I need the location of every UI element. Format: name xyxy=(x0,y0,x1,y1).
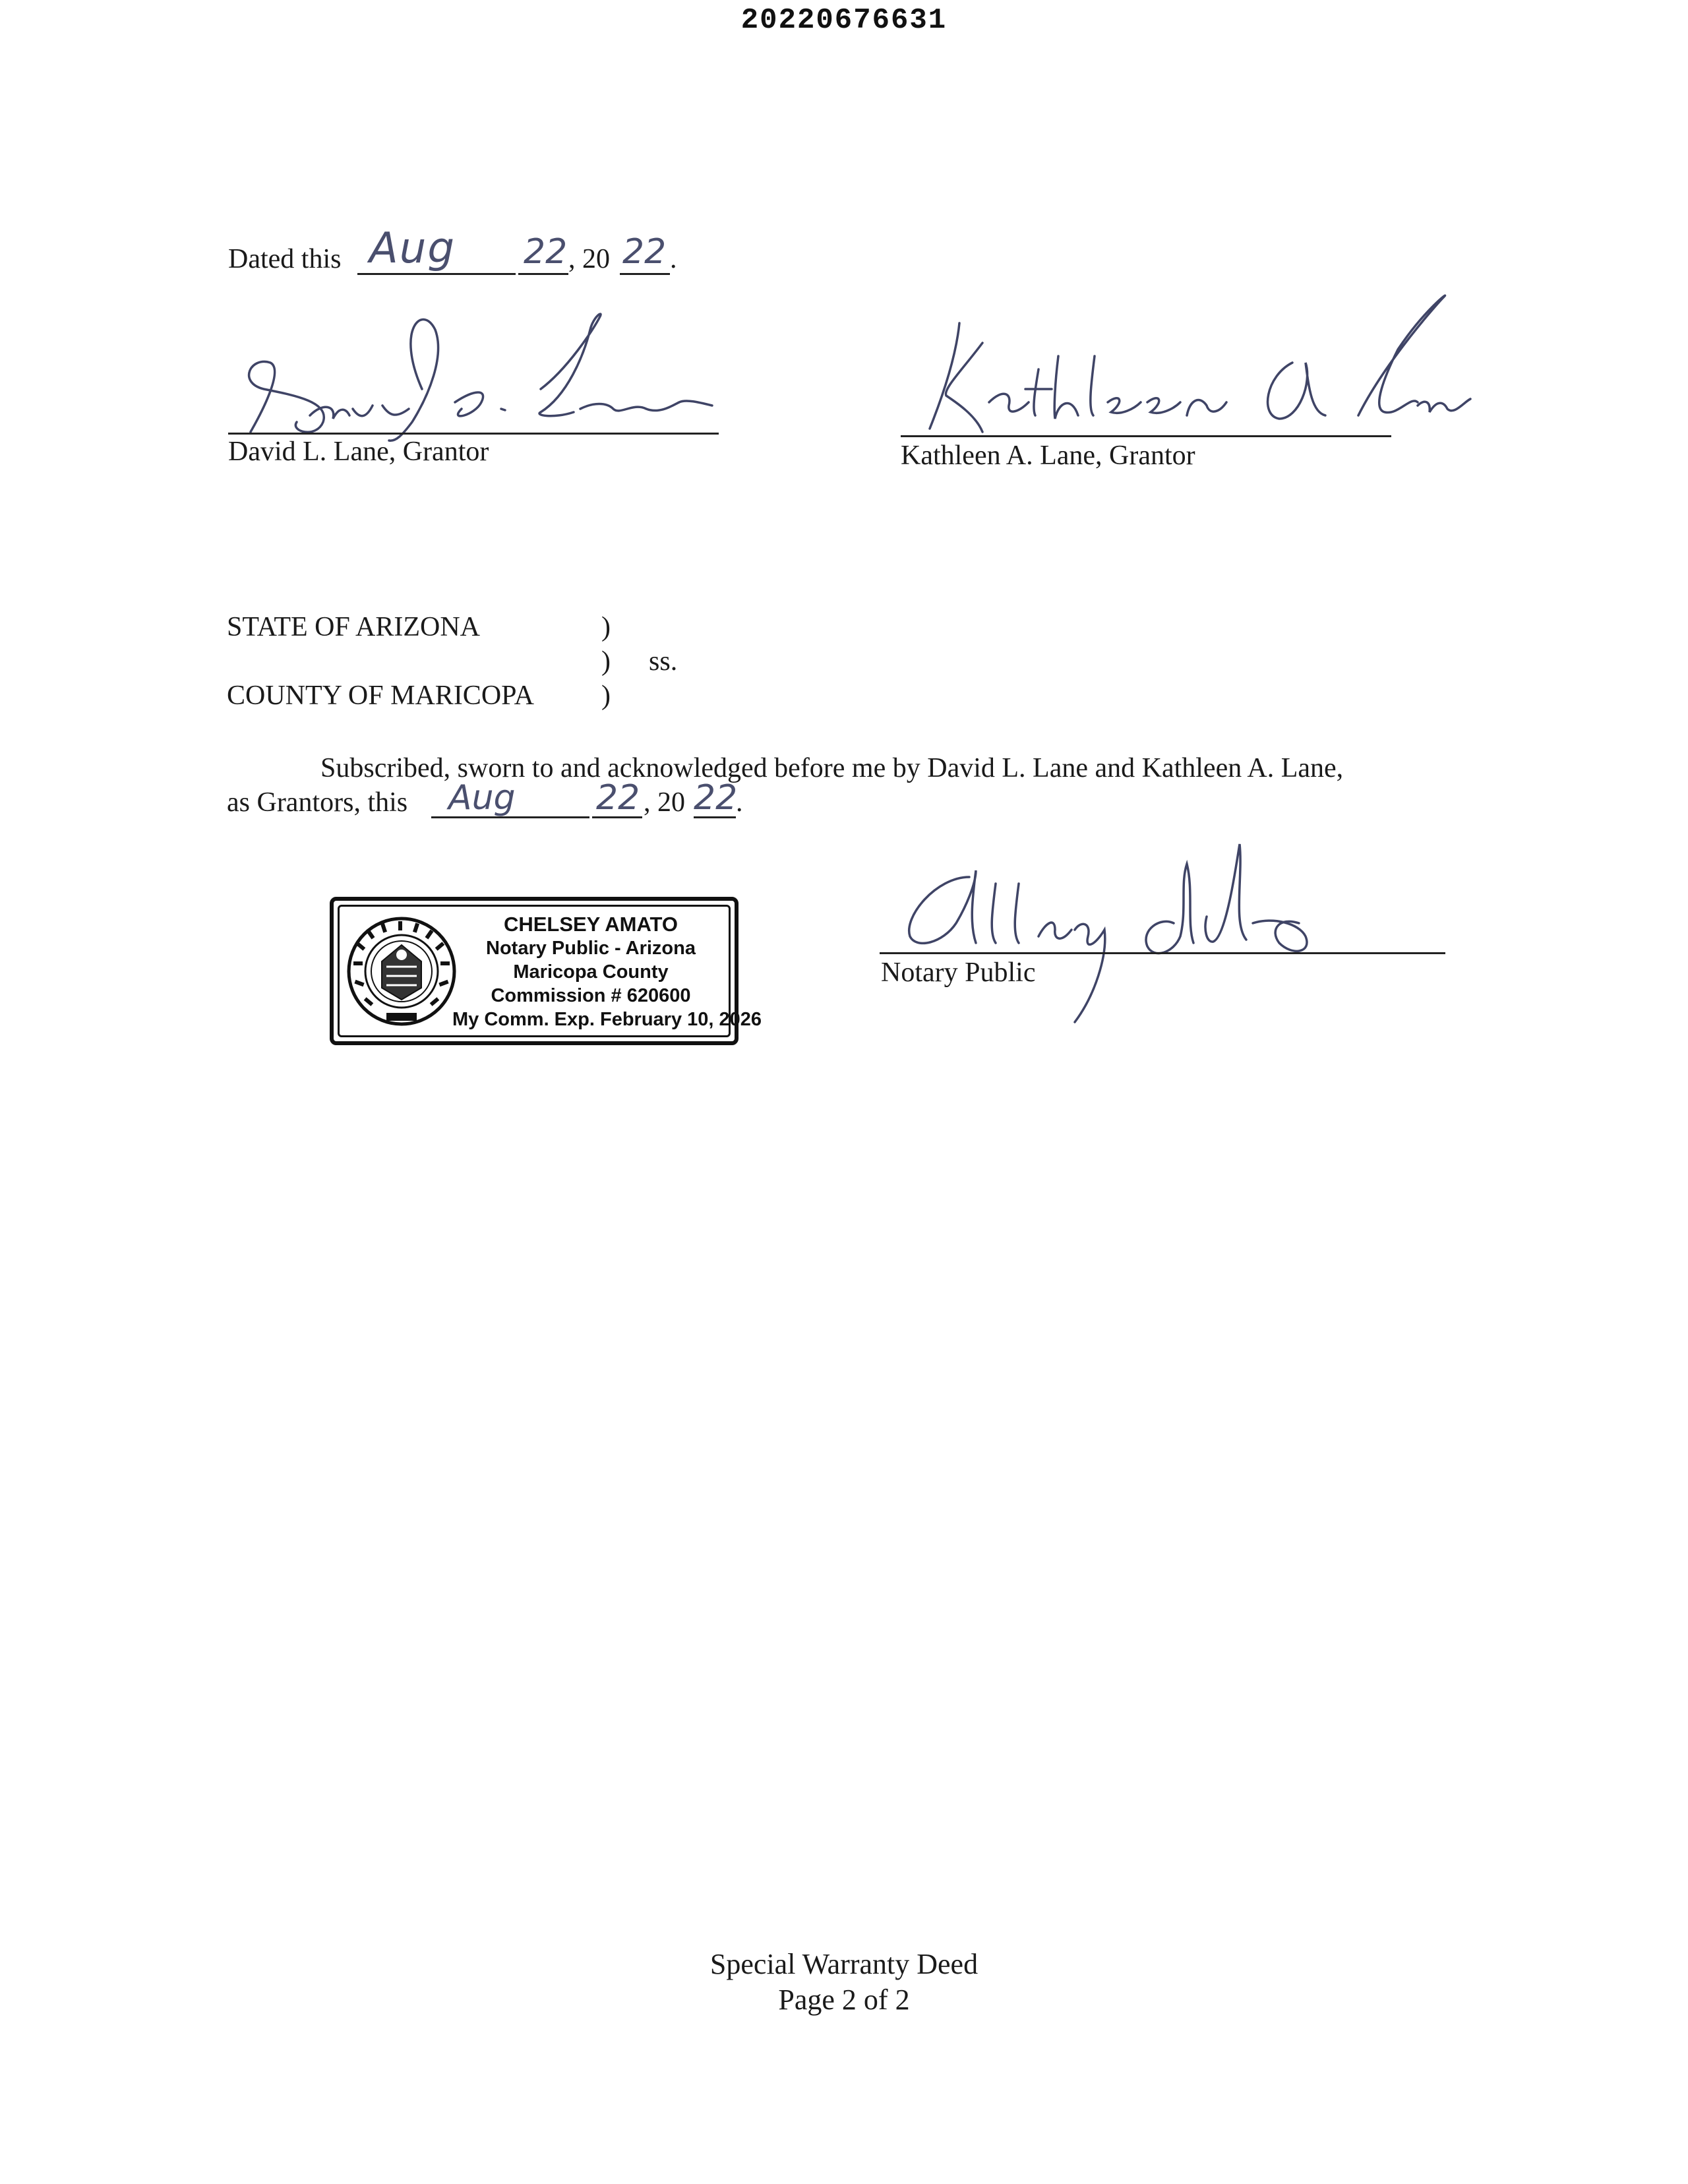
dated-year: 22 xyxy=(622,232,667,272)
notary-county: Maricopa County xyxy=(513,961,669,983)
notary-title: Notary Public - Arizona xyxy=(486,938,696,959)
notary-caption: Notary Public xyxy=(881,957,1036,988)
footer xyxy=(0,1947,1688,2018)
ack-year: 22 xyxy=(694,778,738,818)
dated-day-line xyxy=(518,273,568,275)
dated-month-line xyxy=(357,273,516,275)
dated-period: . xyxy=(670,244,677,274)
document-number: 20220676631 xyxy=(740,4,948,37)
grantor-2-signature-line xyxy=(901,435,1391,437)
david-lane-signature xyxy=(224,290,725,448)
acknowledgment-line-1: Subscribed, sworn to and acknowledged before me by David L. Lane and Kathleen A. Lane, xyxy=(320,753,1344,783)
notary-stamp-text xyxy=(452,913,762,1031)
notary-signature-line xyxy=(880,952,1445,954)
dated-day: 22 xyxy=(524,232,568,272)
acknowledgment-line-2-prefix: as Grantors, this xyxy=(227,787,408,818)
kathleen-lane-signature xyxy=(897,284,1477,442)
notary-name: CHELSEY AMATO xyxy=(503,913,678,936)
dated-month: Aug xyxy=(369,224,456,273)
venue-paren-1: ) xyxy=(601,612,611,642)
dated-label: Dated this xyxy=(228,244,342,274)
ack-year-prefix: , 20 xyxy=(644,787,685,818)
footer-page: Page 2 of 2 xyxy=(778,1984,910,2016)
notary-stamp xyxy=(330,897,762,1045)
ack-day: 22 xyxy=(596,778,640,818)
venue-state: STATE OF ARIZONA xyxy=(227,612,480,642)
dated-year-line xyxy=(620,273,670,275)
venue-county: COUNTY OF MARICOPA xyxy=(227,681,534,711)
footer-title: Special Warranty Deed xyxy=(709,1948,979,1980)
venue-paren-3: ) xyxy=(601,681,611,711)
dated-year-prefix: , 20 xyxy=(568,244,610,274)
ack-period: . xyxy=(736,787,743,818)
venue-ss: ss. xyxy=(649,646,678,677)
ack-month: Aug xyxy=(448,778,516,818)
arizona-state-seal xyxy=(346,915,458,1027)
grantor-1-signature-line xyxy=(228,433,719,435)
grantor-2-caption: Kathleen A. Lane, Grantor xyxy=(901,440,1195,471)
notary-commission: Commission # 620600 xyxy=(491,985,691,1006)
grantor-1-caption: David L. Lane, Grantor xyxy=(228,437,489,467)
notary-signature xyxy=(877,824,1378,1022)
notary-expiration: My Comm. Exp. February 10, 2026 xyxy=(452,1009,762,1030)
venue-paren-2: ) xyxy=(601,646,611,677)
